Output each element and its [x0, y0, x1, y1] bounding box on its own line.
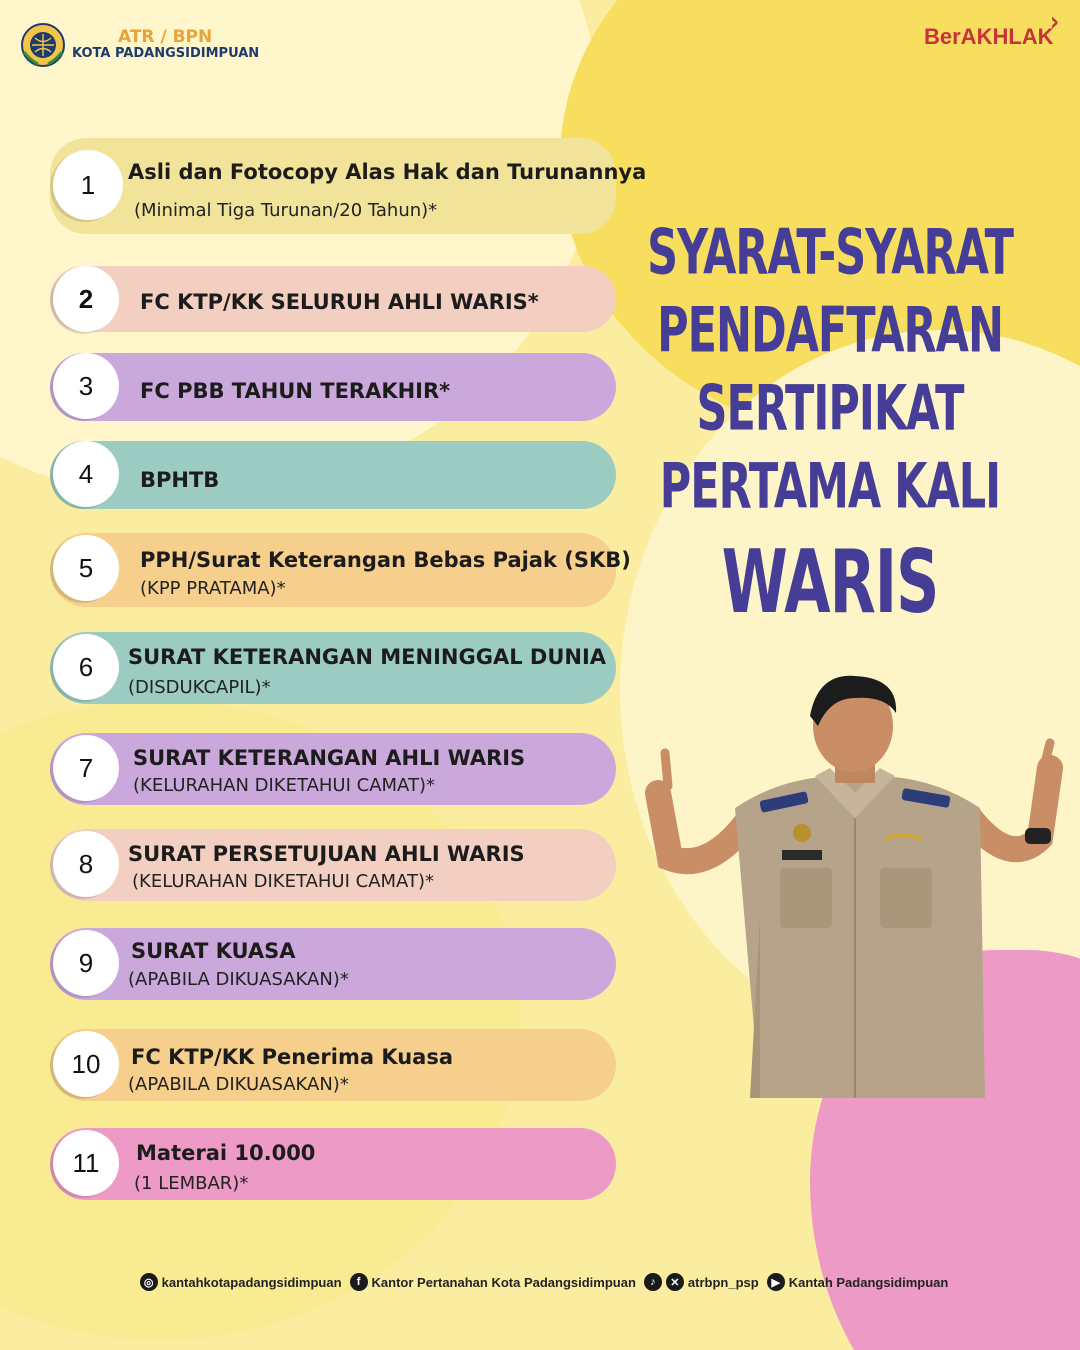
list-item [50, 733, 616, 805]
title-line [640, 451, 1020, 524]
item-title: BPHTB [140, 468, 220, 492]
item-title: FC KTP/KK Penerima Kuasa [131, 1045, 454, 1069]
org-name-top: ATR / BPN [118, 27, 213, 48]
list-item [50, 928, 616, 1000]
item-number: 9 [53, 930, 119, 996]
item-subtitle: (Minimal Tiga Turunan/20 Tahun)* [134, 200, 438, 221]
title-line-2: PENDAFTARAN [657, 294, 1003, 368]
item-title: SURAT KUASA [131, 939, 296, 963]
berakhlak-logo: BerAKHLAK [924, 24, 1054, 49]
item-subtitle: (APABILA DIKUASAKAN)* [128, 969, 349, 990]
header-logo [20, 22, 259, 68]
title-line-5: WARIS [721, 532, 939, 634]
item-subtitle: (DISDUKCAPIL)* [128, 677, 271, 698]
list-item [50, 353, 616, 421]
item-number: 7 [53, 735, 119, 801]
item-subtitle: (KPP PRATAMA)* [140, 578, 286, 599]
item-title: FC KTP/KK SELURUH AHLI WARIS* [140, 290, 539, 314]
item-number: 2 [53, 266, 119, 332]
instagram-handle[interactable]: kantahkotapadangsidimpuan [161, 1274, 342, 1290]
footer-social [0, 1273, 1080, 1291]
item-number: 5 [53, 535, 119, 601]
title-line-3: SERTIPIKAT [696, 372, 964, 446]
instagram-icon: ◎ [140, 1273, 158, 1291]
item-number: 3 [53, 353, 119, 419]
title-line [640, 532, 1020, 634]
list-item [50, 138, 647, 234]
list-item [50, 441, 616, 509]
tiktok-x-handle[interactable]: atrbpn_psp [687, 1274, 759, 1290]
org-name-bottom: KOTA PADANGSIDIMPUAN [72, 46, 260, 62]
title-line [640, 373, 1020, 446]
list-item [50, 1128, 616, 1200]
title-line [640, 295, 1020, 368]
item-number: 1 [53, 150, 123, 220]
facebook-page[interactable]: Kantor Pertanahan Kota Padangsidimpuan [371, 1274, 636, 1290]
atr-bpn-emblem-icon [20, 22, 66, 68]
background-blob [0, 0, 600, 500]
item-number: 8 [53, 831, 119, 897]
item-title: SURAT PERSETUJUAN AHLI WARIS [128, 842, 525, 866]
tiktok-icon: ♪ [644, 1273, 662, 1291]
item-title: Materai 10.000 [136, 1141, 316, 1165]
item-title: SURAT KETERANGAN AHLI WARIS [133, 746, 526, 770]
list-item [50, 1029, 616, 1101]
title-line-4: PERTAMA KALI [659, 450, 1001, 524]
list-item [50, 829, 616, 901]
item-subtitle: (KELURAHAN DIKETAHUI CAMAT)* [132, 871, 434, 892]
officer-photo [640, 668, 1070, 1098]
list-item [50, 533, 631, 607]
item-title: Asli dan Fotocopy Alas Hak dan Turunannya [128, 160, 647, 184]
list-item [50, 266, 616, 332]
item-number: 10 [53, 1031, 119, 1097]
item-title: PPH/Surat Keterangan Bebas Pajak (SKB) [140, 548, 631, 572]
item-number: 4 [53, 441, 119, 507]
facebook-icon: f [350, 1273, 368, 1291]
item-subtitle: (1 LEMBAR)* [134, 1173, 249, 1194]
item-title: FC PBB TAHUN TERAKHIR* [140, 379, 451, 403]
item-subtitle: (APABILA DIKUASAKAN)* [128, 1074, 349, 1095]
item-title: SURAT KETERANGAN MENINGGAL DUNIA [128, 645, 607, 669]
chevron-right-icon: › [1050, 7, 1060, 38]
item-subtitle: (KELURAHAN DIKETAHUI CAMAT)* [133, 775, 435, 796]
list-item [50, 632, 616, 704]
item-number: 6 [53, 634, 119, 700]
title-line [640, 217, 1020, 290]
youtube-icon: ▶ [767, 1273, 785, 1291]
item-number: 11 [53, 1130, 119, 1196]
title-line-1: SYARAT-SYARAT [647, 216, 1013, 290]
youtube-channel[interactable]: Kantah Padangsidimpuan [788, 1274, 949, 1290]
x-icon: ✕ [666, 1273, 684, 1291]
